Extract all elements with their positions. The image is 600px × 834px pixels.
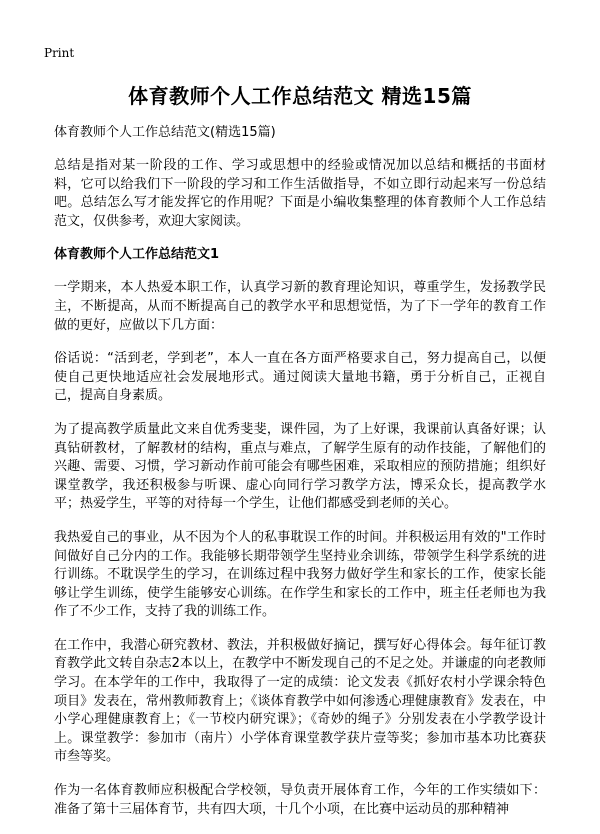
body-paragraph: 我热爱自己的事业，从不因为个人的私事耽误工作的时间。并积极运用有效的"工作时间做好自己分内的工作。我能够长期带领学生坚持业余训练，带领学生科学系统的进行训练。不耽误学生的学习，在训练过程中我努力做好学生和家长的工作，使家长能够让学生训练，使学生能够安心训练。在作学生和家长的工作中，班主任老师也为我作了不少工作，支持了我的训练工作。 <box>54 529 546 620</box>
body-paragraph: 作为一名体育教师应积极配合学校领，导负责开展体育工作，今年的工作实绩如下：准备了第十三届体育节，共有四大项，十几个小项，在比赛中运动员的那种精神 <box>54 783 546 817</box>
print-link[interactable]: Print <box>44 46 75 60</box>
body-paragraph: 一学期来，本人热爱本职工作，认真学习新的教育理论知识，尊重学生，发扬教学民主，不断提高，从而不断提高自己的教学水平和思想觉悟，为了下一学年的教育工作做的更好，应做以下几方面： <box>54 280 546 333</box>
document-subtitle: 体育教师个人工作总结范文(精选15篇) <box>54 125 276 140</box>
body-paragraph: 为了提高教学质量此文来自优秀斐斐，课件园，为了上好课，我课前认真备好课；认真钻研教材，了解教材的结构，重点与难点，了解学生原有的动作技能，了解他们的兴趣、需要、习惯，学习新动作前可能会有哪些困难，采取相应的预防措施；组织好课堂教学，我还积极参与听课、虚心向同行学习教学方法，博采众长，提高教学水平；热爱学生，平等的对待每一个学生，让他们都感受到老师的关心。 <box>54 421 546 512</box>
document-title: 体育教师个人工作总结范文 精选15篇 <box>128 84 472 108</box>
document-body <box>54 124 546 834</box>
body-paragraph: 在工作中，我潜心研究教材、教法，并积极做好摘记，撰写好心得体会。每年征订教育教学此文转自杂志2本以上，在教学中不断发现自己的不足之处。并谦虚的向老教师学习。在本学年的工作中，我取得了一定的成绩：论文发表《抓好农村小学课余特色项目》发表在，常州教师教育上；《谈体育教学中如何渗透心理健康教育》发表在，中小学心理健康教育上；《一节校内研究课》；《奇妙的绳子》分别发表在小学教学设计上。课堂教学：参加市（南片）小学体育课堂教学获片壹等奖；参加市基本功比赛获市叁等奖。 <box>54 637 546 765</box>
section-heading: 体育教师个人工作总结范文1 <box>54 247 220 263</box>
intro-paragraph: 总结是指对某一阶段的工作、学习或思想中的经验或情况加以总结和概括的书面材料，它可以给我们下一阶段的学习和工作生活做指导，不如立即行动起来写一份总结吧。总结怎么写才能发挥它的作用呢？下面是小编收集整理的体育教师个人工作总结范文，仅供参考，欢迎大家阅读。 <box>54 158 546 229</box>
body-paragraph: 俗话说：“活到老，学到老”，本人一直在各方面严格要求自己，努力提高自己，以便使自己更快地适应社会发展地形式。通过阅读大量地书籍，勇于分析自己，正视自己，提高自身素质。 <box>54 351 546 404</box>
